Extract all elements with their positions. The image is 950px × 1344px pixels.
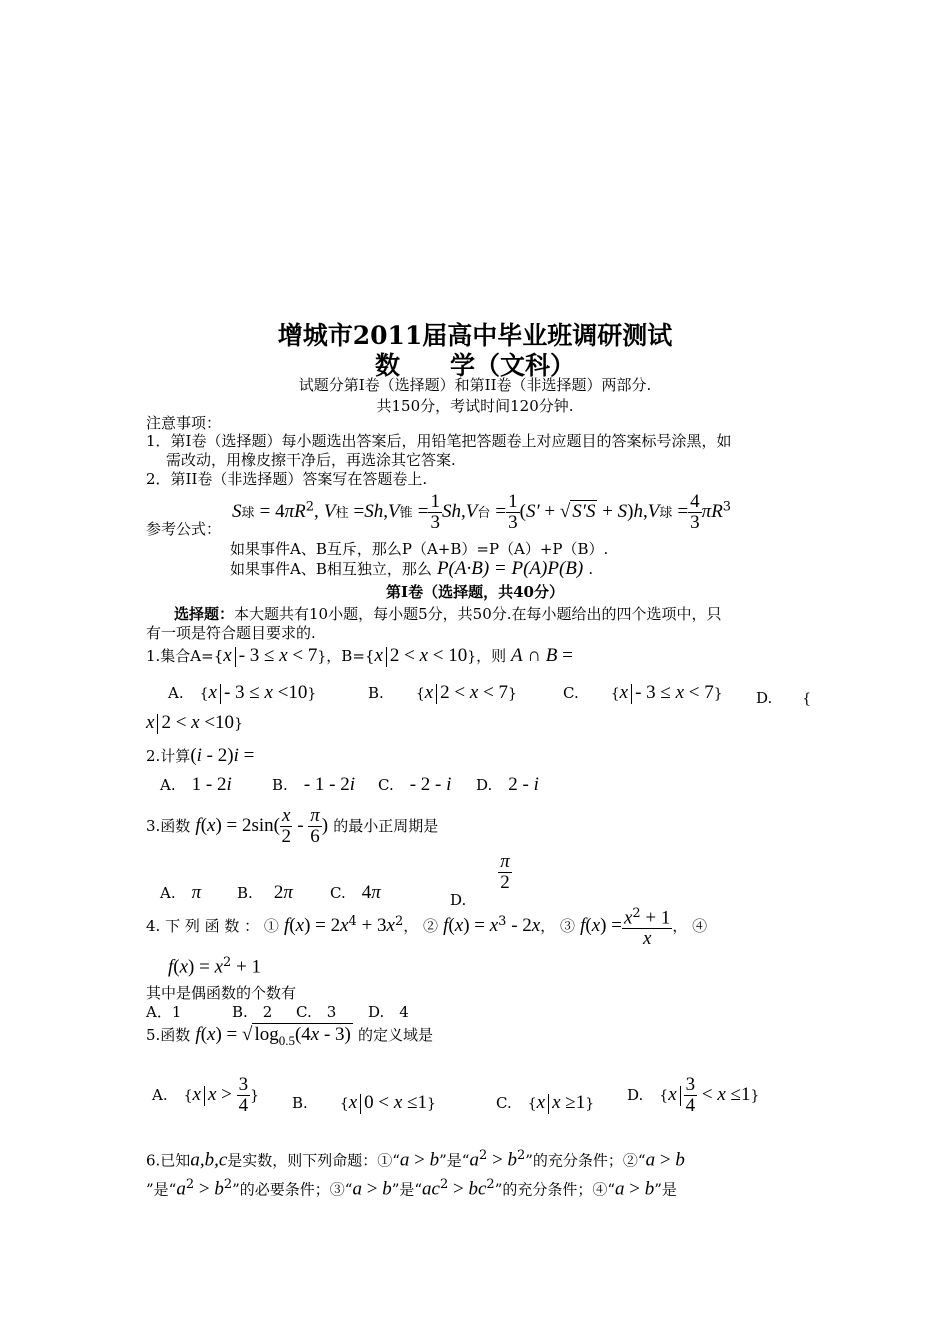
q3-option-c[interactable]: C. 4π	[330, 882, 381, 903]
q3-option-d[interactable]: D. $\frac{\pi}{2}$	[450, 851, 510, 909]
q4-func-4: $f(x) = x^2 + 1$	[168, 955, 262, 978]
event-independent: 如果事件A、B相互独立，那么 P(A·B) = P(A)P(B) .	[230, 558, 594, 579]
q1-stem: 1.集合A={x - 3 ≤ x < 7}，B={x 2 < x < 10}，则 A ∩ B =	[146, 645, 573, 666]
q4-stem: 4. 下 列 函 数 ： ① $f(x) = 2x^4 + 3x^2$， ② $f(x) = x^3 - 2x$， ③ f(x) = $\frac{x^2 + 1}{x}$ ， ④	[146, 906, 708, 950]
q6-line-2: ”是“$a^2 > b^2$”的必要条件；③“a > b”是“$ac^2 > bc^2$”的充分条件；④“a > b”是	[146, 1177, 677, 1200]
formula-main: S球 = $4\pi R^2$, V柱 =Sh,V锥 = $\frac{1}{3}$ Sh,V台 = $\frac{1}{3}$ (S′ + √ S′S + S)h,V球 = $\frac{4}{3}$ $\pi R^3$	[232, 491, 732, 533]
note-1a: 1．第I卷（选择题）每小题选出答案后，用铅笔把答题卷上对应题目的答案标号涂黑，如	[146, 432, 732, 450]
q4-option-b[interactable]: B. 2	[232, 1003, 273, 1021]
q4-option-c[interactable]: C. 3	[296, 1003, 337, 1021]
intro-line-2: 共150分，考试时间120分钟.	[376, 397, 574, 415]
section-1-lead-2: 有一项是符合题目要求的.	[146, 624, 316, 642]
q1-option-c[interactable]: C. {x - 3 ≤ x < 7}	[563, 682, 723, 703]
q3-option-b[interactable]: B. 2π	[237, 882, 293, 903]
event-exclusive: 如果事件A、B互斥，那么P（A+B）=P（A）+P（B）.	[230, 540, 609, 558]
q1-option-d-label[interactable]: D. {	[756, 689, 812, 707]
q2-option-a[interactable]: A. 1 - 2i	[160, 774, 232, 795]
note-1b: 需改动，用橡皮擦干净后，再选涂其它答案.	[166, 451, 456, 469]
q5-option-a[interactable]: A. {x x > $\frac{3}{4}$ }	[152, 1074, 260, 1116]
section-1-lead: 选择题：本大题共有10小题，每小题5分，共50分.在每小题给出的四个选项中，只	[174, 605, 722, 623]
q1-option-b[interactable]: B. {x 2 < x < 7}	[368, 682, 517, 703]
notes-heading: 注意事项：	[146, 414, 222, 432]
q6-line-1: 6.已知a,b,c是实数，则下列命题：①“a > b”是“$a^2 > b^2$”的充分条件；②“a > b	[146, 1148, 685, 1171]
q4-option-a[interactable]: A．1	[146, 1003, 182, 1021]
note-2: 2．第II卷（非选择题）答案写在答题卷上.	[146, 470, 428, 488]
formula-label: 参考公式：	[146, 520, 222, 538]
paper-subtitle: 数 学（文科）	[374, 351, 575, 380]
q1-option-d[interactable]: x 2 < x <10}	[146, 712, 243, 733]
q5-option-c[interactable]: C. {x x ≥1}	[496, 1092, 595, 1113]
q2-option-b[interactable]: B. - 1 - 2i	[272, 774, 355, 795]
q3-option-a[interactable]: A. π	[160, 882, 202, 903]
paper-title: 增城市2011届高中毕业班调研测试	[277, 321, 673, 350]
q3-stem: 3.函数 f(x) = 2sin( $\frac{x}{2}$ - $\frac{\pi}{6}$ ) 的最小正周期是	[146, 805, 439, 847]
event-independent-text: 如果事件A、B相互独立，那么	[230, 560, 432, 578]
q5-option-b[interactable]: B. {x 0 < x ≤1}	[292, 1092, 436, 1113]
q2-stem: 2.计算(i - 2)i =	[146, 745, 255, 766]
q1-option-a[interactable]: A. {x - 3 ≤ x <10}	[168, 682, 317, 703]
q4-option-d[interactable]: D. 4	[368, 1003, 409, 1021]
q5-option-d[interactable]: D. {x $\frac{3}{4}$ < x ≤1}	[627, 1074, 760, 1116]
q4-tail: 其中是偶函数的个数有	[146, 984, 297, 1002]
event-independent-formula: P(A·B) = P(A)P(B)	[436, 558, 584, 579]
q5-stem: 5.函数 f(x) = √ $\log_{0.5}(4x - 3)$ 的定义域是	[146, 1024, 433, 1048]
q2-option-c[interactable]: C. - 2 - i	[378, 774, 452, 795]
q2-option-d[interactable]: D. 2 - i	[476, 774, 539, 795]
intro-line-1: 试题分第I卷（选择题）和第II卷（非选择题）两部分.	[298, 376, 652, 394]
section-1-heading: 第I卷（选择题，共40分）	[386, 583, 564, 601]
